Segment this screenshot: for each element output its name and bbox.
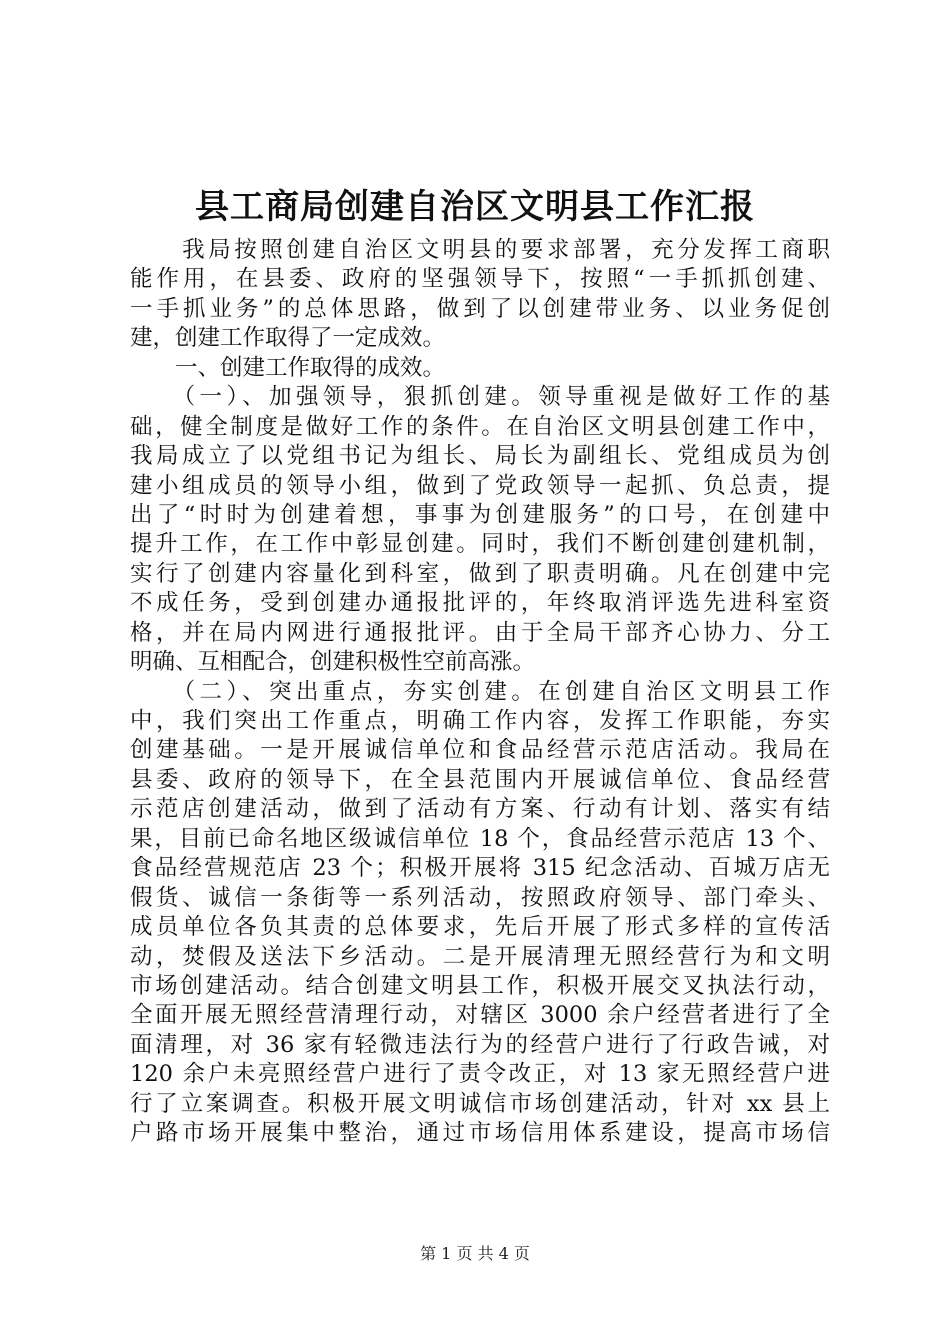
body-line: 提升工作，在工作中彰显创建。同时，我们不断创建创建机制， — [130, 531, 830, 558]
body-line: 格，并在局内网进行通报批评。由于全局干部齐心协力、分工 — [130, 619, 830, 646]
body-line: 县委、政府的领导下，在全县范围内开展诚信单位、食品经营 — [130, 766, 830, 793]
document-body — [130, 236, 830, 1149]
body-line: 明确、互相配合，创建积极性空前高涨。 — [130, 649, 536, 676]
body-line: 础，健全制度是做好工作的条件。在自治区文明县创建工作中， — [130, 413, 830, 440]
body-line: 市场创建活动。结合创建文明县工作，积极开展交叉执法行动， — [130, 972, 830, 999]
body-line: 户路市场开展集中整治，通过市场信用体系建设，提高市场信 — [130, 1120, 830, 1147]
section-heading: 一、创建工作取得的成效。 — [130, 354, 446, 381]
body-line: 建小组成员的领导小组，做到了党政领导一起抓、负总责，提 — [130, 472, 830, 499]
body-line: 假货、诚信一条街等一系列活动，按照政府领导、部门牵头、 — [130, 884, 830, 911]
document-title: 县工商局创建自治区文明县工作汇报 — [195, 187, 755, 227]
body-line: 果，目前已命名地区级诚信单位 18 个，食品经营示范店 13 个、 — [130, 825, 830, 852]
body-line: 我局成立了以党组书记为组长、局长为副组长、党组成员为创 — [130, 443, 830, 470]
body-line: （一）、加强领导，狠抓创建。领导重视是做好工作的基 — [130, 384, 830, 411]
body-line: 出了“时时为创建着想，事事为创建服务”的口号，在创建中 — [130, 501, 830, 528]
body-line: （二）、突出重点，夯实创建。在创建自治区文明县工作 — [130, 678, 830, 705]
body-line: 能作用，在县委、政府的坚强领导下，按照“一手抓抓创建、 — [130, 266, 830, 293]
body-line: 行了立案调查。积极开展文明诚信市场创建活动，针对 xx 县上 — [130, 1090, 830, 1117]
body-line: 一手抓业务”的总体思路，做到了以创建带业务、以业务促创 — [130, 295, 830, 322]
body-line: 中，我们突出工作重点，明确工作内容，发挥工作职能，夯实 — [130, 708, 830, 734]
body-line: 不成任务，受到创建办通报批评的，年终取消评选先进科室资 — [130, 590, 830, 617]
body-line: 我局按照创建自治区文明县的要求部署，充分发挥工商职 — [130, 237, 830, 263]
body-line: 创建基础。一是开展诚信单位和食品经营示范店活动。我局在 — [130, 737, 830, 764]
body-line: 建，创建工作取得了一定成效。 — [130, 325, 446, 352]
body-line: 120 余户未亮照经营户进行了责令改正，对 13 家无照经营户进 — [130, 1061, 830, 1088]
body-line: 示范店创建活动，做到了活动有方案、行动有计划、落实有结 — [130, 796, 830, 823]
body-line: 全面开展无照经营清理行动，对辖区 3000 余户经营者进行了全 — [130, 1002, 830, 1029]
body-line: 成员单位各负其责的总体要求，先后开展了形式多样的宣传活 — [130, 914, 830, 941]
body-line: 动，焚假及送法下乡活动。二是开展清理无照经营行为和文明 — [130, 943, 830, 970]
body-line: 食品经营规范店 23 个；积极开展将 315 纪念活动、百城万店无 — [130, 855, 830, 882]
body-line: 实行了创建内容量化到科室，做到了职责明确。凡在创建中完 — [130, 560, 830, 587]
body-line: 面清理，对 36 家有轻微违法行为的经营户进行了行政告诫，对 — [130, 1031, 830, 1058]
page-number: 第 1 页 共 4 页 — [420, 1244, 530, 1263]
